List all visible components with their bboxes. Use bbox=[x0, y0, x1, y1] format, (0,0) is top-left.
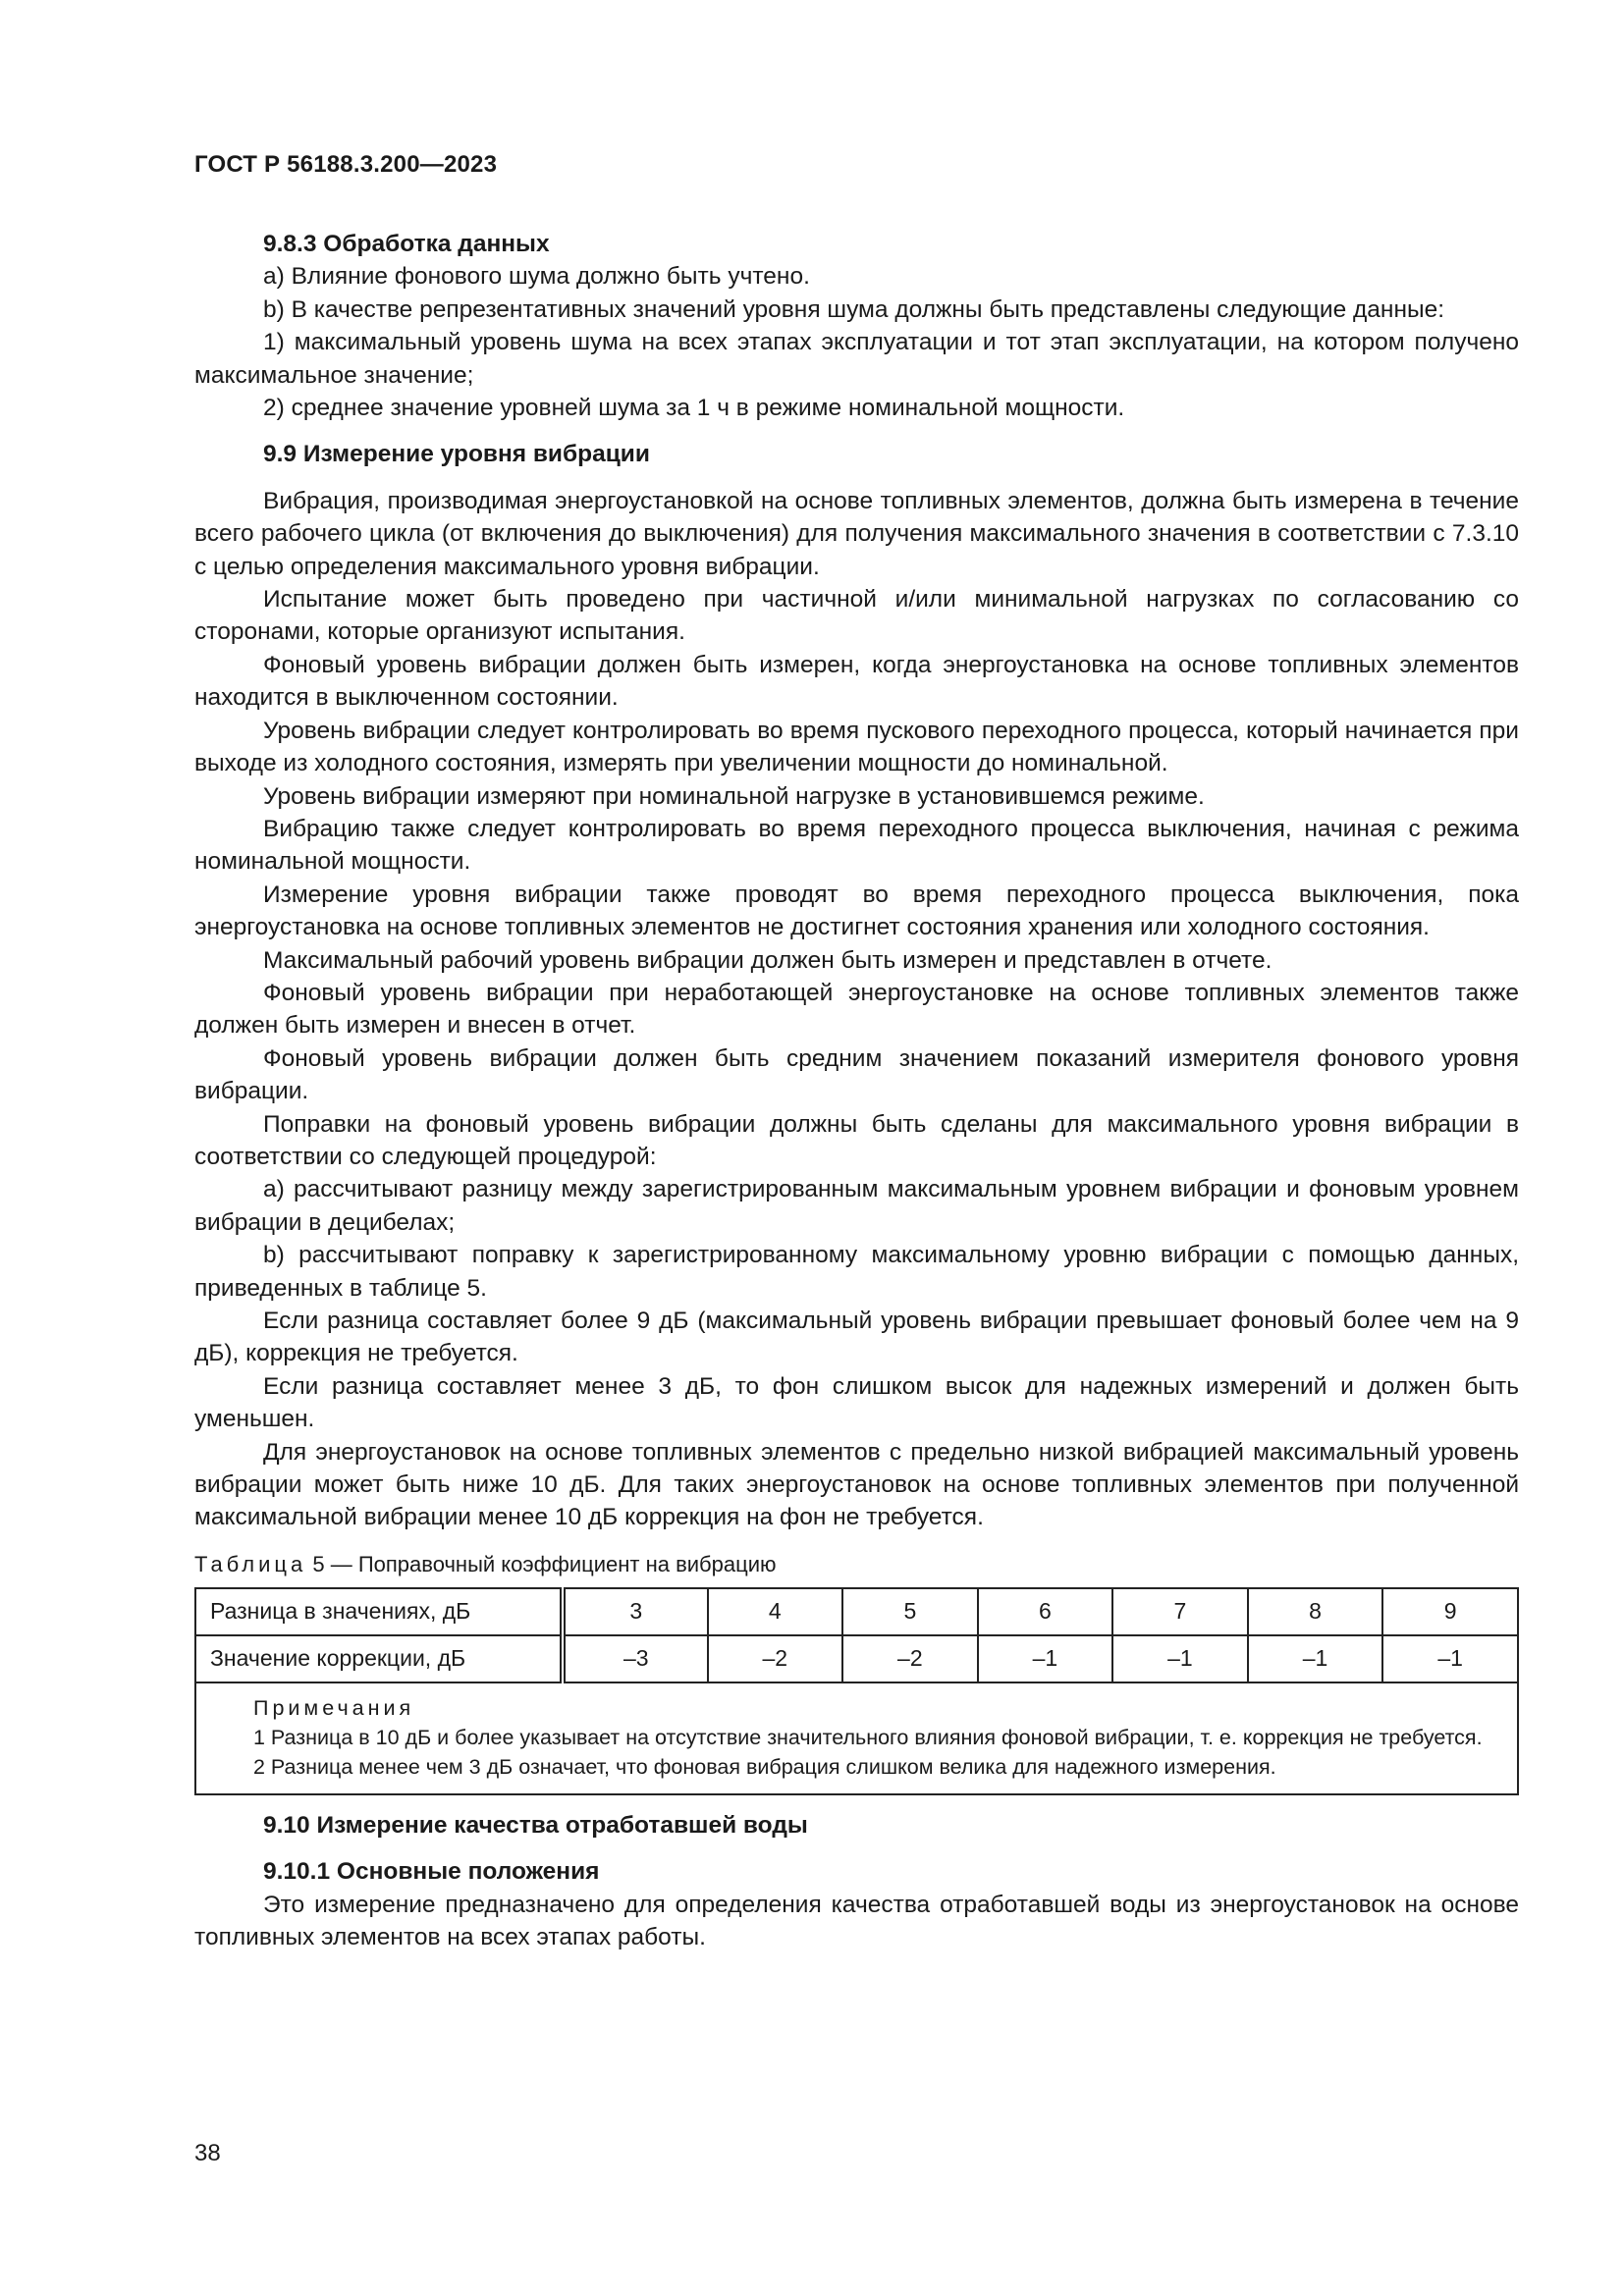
table-notes bbox=[195, 1682, 1518, 1794]
section-9-10-1-paragraph: Это измерение предназначено для определения качества отработавшей воды из энергоустановок на основе топливных элементов на всех этапах работы. bbox=[194, 1891, 1519, 1951]
note-1: 1 Разница в 10 дБ и более указывает на отсутствие значительного влияния фоновой вибрации, т. е. коррекция не требуется. bbox=[253, 1725, 1483, 1749]
paragraph: Фоновый уровень вибрации должен быть измерен, когда энергоустановка на основе топливных элементов находится в выключенном состоянии. bbox=[194, 651, 1519, 712]
table-cell: –1 bbox=[1382, 1635, 1518, 1682]
table-cell: –2 bbox=[842, 1635, 978, 1682]
section-9-9-heading: 9.9 Измерение уровня вибрации bbox=[263, 441, 650, 468]
document-header: ГОСТ Р 56188.3.200—2023 bbox=[194, 151, 498, 178]
paragraph: Фоновый уровень вибрации должен быть средним значением показаний измерителя фонового уровня вибрации. bbox=[194, 1044, 1519, 1105]
procedure-step-a: a) рассчитывают разницу между зарегистрированным максимальным уровнем вибрации и фоновым уровнем вибрации в децибелах; bbox=[194, 1176, 1519, 1236]
table-cell: 4 bbox=[708, 1588, 843, 1635]
table-cell: –1 bbox=[978, 1635, 1113, 1682]
document-body bbox=[194, 228, 1519, 1953]
table-cell: 8 bbox=[1248, 1588, 1383, 1635]
section-9-8-3-heading: 9.8.3 Обработка данных bbox=[263, 231, 550, 257]
paragraph: Если разница составляет более 9 дБ (максимальный уровень вибрации превышает фоновый более чем на 9 дБ), коррекция не требуется. bbox=[194, 1308, 1519, 1367]
table-cell: 7 bbox=[1112, 1588, 1248, 1635]
paragraph: Для энергоустановок на основе топливных элементов с предельно низкой вибрацией максимальный уровень вибрации может быть ниже 10 дБ. Для таких энергоустановок на основе топливных элементов при полученной максимальной вибрации менее 10 дБ коррекция на фон не требуется. bbox=[194, 1438, 1519, 1531]
table-caption-label: Таблица bbox=[194, 1551, 307, 1576]
row-label-difference: Разница в значениях, дБ bbox=[195, 1588, 563, 1635]
section-9-8-3-subitem-1: 1) максимальный уровень шума на всех этапах эксплуатации и тот этап эксплуатации, на котором получено максимальное значение; bbox=[194, 329, 1519, 389]
row-label-correction: Значение коррекции, дБ bbox=[195, 1635, 563, 1682]
table-cell: –1 bbox=[1248, 1635, 1383, 1682]
paragraph: Фоновый уровень вибрации при неработающей энергоустановке на основе топливных элементов также должен быть измерен и внесен в отчет. bbox=[194, 979, 1519, 1040]
table-notes-row bbox=[195, 1682, 1518, 1794]
paragraph: Вибрацию также следует контролировать во время переходного процесса выключения, начиная с режима номинальной мощности. bbox=[194, 815, 1519, 876]
table-cell: 3 bbox=[563, 1588, 708, 1635]
page-number: 38 bbox=[194, 2140, 221, 2166]
paragraph: Испытание может быть проведено при частичной и/или минимальной нагрузках по согласованию со сторонами, которые организуют испытания. bbox=[194, 586, 1519, 646]
section-9-10-1-heading: 9.10.1 Основные положения bbox=[263, 1858, 600, 1886]
paragraph: Поправки на фоновый уровень вибрации должны быть сделаны для максимального уровня вибрации в соответствии со следующей процедурой: bbox=[194, 1110, 1519, 1170]
procedure-step-b: b) рассчитывают поправку к зарегистрированному максимальному уровню вибрации с помощью данных, приведенных в таблице 5. bbox=[194, 1242, 1519, 1302]
table-cell: 5 bbox=[842, 1588, 978, 1635]
section-9-8-3-item-a: a) Влияние фонового шума должно быть учтено. bbox=[263, 263, 810, 291]
section-9-10-heading: 9.10 Измерение качества отработавшей воды bbox=[263, 1811, 808, 1839]
table-row bbox=[195, 1588, 1518, 1635]
paragraph: Уровень вибрации измеряют при номинальной нагрузке в установившемся режиме. bbox=[263, 782, 1205, 810]
table-caption-text: 5 — Поправочный коэффициент на вибрацию bbox=[312, 1551, 777, 1576]
paragraph: Максимальный рабочий уровень вибрации должен быть измерен и представлен в отчете. bbox=[263, 946, 1272, 974]
notes-title: Примечания bbox=[253, 1695, 415, 1720]
table-5-caption bbox=[194, 1550, 1519, 1579]
paragraph: Измерение уровня вибрации также проводят во время переходного процесса выключения, пока энергоустановка на основе топливных элементов не достигнет состояния хранения или холодного состояния. bbox=[194, 881, 1519, 941]
section-9-8-3-item-b: b) В качестве репрезентативных значений уровня шума должны быть представлены следующие данные: bbox=[263, 295, 1445, 323]
table-cell: –3 bbox=[563, 1635, 708, 1682]
section-9-8-3-subitem-2: 2) среднее значение уровней шума за 1 ч в режиме номинальной мощности. bbox=[263, 395, 1125, 422]
paragraph: Уровень вибрации следует контролировать во время пускового переходного процесса, который начинается при выходе из холодного состояния, измерять при увеличении мощности до номинальной. bbox=[194, 717, 1519, 777]
table-cell: –2 bbox=[708, 1635, 843, 1682]
note-2: 2 Разница менее чем 3 дБ означает, что фоновая вибрация слишком велика для надежного измерения. bbox=[253, 1754, 1276, 1779]
table-row bbox=[195, 1635, 1518, 1682]
table-cell: 9 bbox=[1382, 1588, 1518, 1635]
paragraph: Если разница составляет менее 3 дБ, то фон слишком высок для надежных измерений и должен быть уменьшен. bbox=[194, 1372, 1519, 1433]
paragraph: Вибрация, производимая энергоустановкой на основе топливных элементов, должна быть измерена в течение всего рабочего цикла (от включения до выключения) для получения максимального значения в соответствии с 7.3.10 с целью определения максимального уровня вибрации. bbox=[194, 487, 1519, 580]
table-5 bbox=[194, 1587, 1519, 1795]
table-cell: –1 bbox=[1112, 1635, 1248, 1682]
table-cell: 6 bbox=[978, 1588, 1113, 1635]
